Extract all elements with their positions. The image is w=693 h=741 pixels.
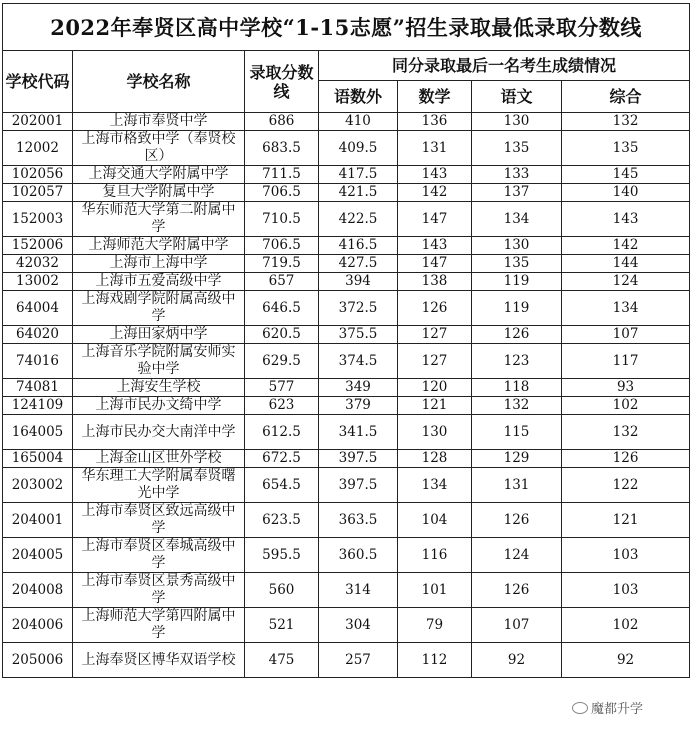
cell-comprehensive: 126 [562,450,690,468]
cell-math: 131 [398,131,472,166]
cell-name: 华东理工大学附属奉贤曙光中学 [73,468,245,503]
cell-comprehensive: 142 [562,237,690,255]
cell-score: 719.5 [245,255,319,273]
cell-chinese: 119 [472,273,562,291]
cell-code: 102057 [3,184,73,202]
cell-yushuwai: 374.5 [319,344,398,379]
cell-yushuwai: 341.5 [319,415,398,450]
cell-comprehensive: 143 [562,202,690,237]
cell-comprehensive: 124 [562,273,690,291]
cell-code: 204008 [3,573,73,608]
cell-code: 64020 [3,326,73,344]
cell-name: 上海师范大学附属中学 [73,237,245,255]
table-row [3,397,690,415]
cell-comprehensive: 93 [562,379,690,397]
cell-comprehensive: 117 [562,344,690,379]
cell-yushuwai: 397.5 [319,468,398,503]
cell-comprehensive: 132 [562,113,690,131]
cell-chinese: 129 [472,450,562,468]
cell-code: 165004 [3,450,73,468]
cell-score: 710.5 [245,202,319,237]
cell-comprehensive: 102 [562,608,690,643]
cell-math: 138 [398,273,472,291]
cell-yushuwai: 257 [319,643,398,678]
cell-name: 上海市民办交大南洋中学 [73,415,245,450]
cell-comprehensive: 134 [562,291,690,326]
table-row [3,166,690,184]
cell-yushuwai: 410 [319,113,398,131]
cell-code: 42032 [3,255,73,273]
cell-comprehensive: 103 [562,573,690,608]
cell-code: 13002 [3,273,73,291]
table-row [3,608,690,643]
cell-score: 560 [245,573,319,608]
cell-chinese: 124 [472,538,562,573]
cell-yushuwai: 349 [319,379,398,397]
cell-comprehensive: 107 [562,326,690,344]
cell-math: 147 [398,202,472,237]
table-row [3,237,690,255]
cell-chinese: 126 [472,326,562,344]
cell-code: 124109 [3,397,73,415]
cell-yushuwai: 304 [319,608,398,643]
cell-score: 683.5 [245,131,319,166]
cell-comprehensive: 140 [562,184,690,202]
cell-math: 120 [398,379,472,397]
cell-score: 595.5 [245,538,319,573]
cell-chinese: 130 [472,113,562,131]
cell-code: 204005 [3,538,73,573]
cell-math: 127 [398,344,472,379]
cell-comprehensive: 121 [562,503,690,538]
cell-math: 134 [398,468,472,503]
header-comprehensive: 综合 [562,81,690,113]
cell-name: 上海安生学校 [73,379,245,397]
cell-score: 706.5 [245,237,319,255]
header-math: 数学 [398,81,472,113]
cell-yushuwai: 409.5 [319,131,398,166]
cell-chinese: 115 [472,415,562,450]
cell-code: 203002 [3,468,73,503]
table-row [3,468,690,503]
cell-score: 654.5 [245,468,319,503]
cell-name: 上海金山区世外学校 [73,450,245,468]
cell-chinese: 137 [472,184,562,202]
table-row [3,131,690,166]
table-row [3,184,690,202]
table-row [3,273,690,291]
table-row [3,113,690,131]
cell-math: 143 [398,237,472,255]
cell-yushuwai: 427.5 [319,255,398,273]
cell-chinese: 119 [472,291,562,326]
cell-chinese: 133 [472,166,562,184]
cell-code: 152003 [3,202,73,237]
cell-name: 上海奉贤区博华双语学校 [73,643,245,678]
cell-score: 629.5 [245,344,319,379]
cell-name: 上海音乐学院附属安师实验中学 [73,344,245,379]
cell-code: 204006 [3,608,73,643]
cell-yushuwai: 417.5 [319,166,398,184]
cell-code: 205006 [3,643,73,678]
cell-yushuwai: 421.5 [319,184,398,202]
header-group: 同分录取最后一名考生成绩情况 [319,51,690,81]
cell-score: 521 [245,608,319,643]
cell-yushuwai: 416.5 [319,237,398,255]
cell-score: 672.5 [245,450,319,468]
cell-comprehensive: 145 [562,166,690,184]
cell-code: 164005 [3,415,73,450]
cell-comprehensive: 144 [562,255,690,273]
table-row [3,538,690,573]
table-row [3,573,690,608]
cell-name: 上海市上海中学 [73,255,245,273]
cell-name: 上海市奉贤中学 [73,113,245,131]
table-row [3,643,690,678]
cell-name: 华东师范大学第二附属中学 [73,202,245,237]
cell-comprehensive: 132 [562,415,690,450]
cell-math: 142 [398,184,472,202]
cell-code: 74081 [3,379,73,397]
cell-chinese: 134 [472,202,562,237]
table-row [3,503,690,538]
wechat-icon [572,702,588,714]
cell-code: 64004 [3,291,73,326]
page-title: 2022年奉贤区高中学校“1-15志愿”招生录取最低录取分数线 [3,4,690,51]
header-code: 学校代码 [3,51,73,113]
cell-comprehensive: 135 [562,131,690,166]
cell-math: 121 [398,397,472,415]
cell-yushuwai: 397.5 [319,450,398,468]
cell-code: 152006 [3,237,73,255]
cell-score: 475 [245,643,319,678]
cell-name: 上海田家炳中学 [73,326,245,344]
cell-math: 101 [398,573,472,608]
cell-code: 202001 [3,113,73,131]
cell-math: 126 [398,291,472,326]
cell-score: 577 [245,379,319,397]
cell-chinese: 123 [472,344,562,379]
cell-math: 128 [398,450,472,468]
header-chinese: 语文 [472,81,562,113]
cell-chinese: 135 [472,131,562,166]
table-row [3,415,690,450]
cell-chinese: 130 [472,237,562,255]
cell-score: 612.5 [245,415,319,450]
cell-name: 上海市奉贤区奉城高级中学 [73,538,245,573]
cell-math: 147 [398,255,472,273]
cell-score: 646.5 [245,291,319,326]
cell-chinese: 126 [472,503,562,538]
cell-comprehensive: 102 [562,397,690,415]
cell-chinese: 107 [472,608,562,643]
cell-chinese: 131 [472,468,562,503]
table-row [3,202,690,237]
admission-score-table [2,3,690,678]
header-name: 学校名称 [73,51,245,113]
cell-score: 657 [245,273,319,291]
table-row [3,291,690,326]
cell-chinese: 92 [472,643,562,678]
cell-code: 204001 [3,503,73,538]
cell-score: 706.5 [245,184,319,202]
table-row [3,450,690,468]
cell-comprehensive: 122 [562,468,690,503]
cell-yushuwai: 372.5 [319,291,398,326]
cell-name: 上海戏剧学院附属高级中学 [73,291,245,326]
cell-yushuwai: 363.5 [319,503,398,538]
cell-score: 623.5 [245,503,319,538]
cell-name: 上海市格致中学（奉贤校区） [73,131,245,166]
cell-code: 74016 [3,344,73,379]
table-row [3,326,690,344]
cell-score: 620.5 [245,326,319,344]
watermark [569,697,646,718]
cell-yushuwai: 375.5 [319,326,398,344]
cell-score: 711.5 [245,166,319,184]
cell-chinese: 126 [472,573,562,608]
cell-yushuwai: 314 [319,573,398,608]
cell-math: 136 [398,113,472,131]
cell-math: 116 [398,538,472,573]
header-score: 录取分数线 [245,51,319,113]
cell-comprehensive: 103 [562,538,690,573]
table-row [3,379,690,397]
cell-name: 上海市民办文绮中学 [73,397,245,415]
cell-chinese: 132 [472,397,562,415]
cell-math: 104 [398,503,472,538]
cell-comprehensive: 92 [562,643,690,678]
cell-chinese: 118 [472,379,562,397]
cell-math: 143 [398,166,472,184]
cell-code: 12002 [3,131,73,166]
table-row [3,255,690,273]
cell-math: 112 [398,643,472,678]
cell-math: 130 [398,415,472,450]
cell-math: 79 [398,608,472,643]
cell-yushuwai: 394 [319,273,398,291]
cell-name: 上海市奉贤区景秀高级中学 [73,573,245,608]
header-yushuwai: 语数外 [319,81,398,113]
cell-math: 127 [398,326,472,344]
cell-yushuwai: 360.5 [319,538,398,573]
cell-name: 上海交通大学附属中学 [73,166,245,184]
cell-yushuwai: 379 [319,397,398,415]
table-row [3,344,690,379]
cell-name: 复旦大学附属中学 [73,184,245,202]
watermark-text: 魔都升学 [591,702,644,717]
cell-score: 623 [245,397,319,415]
cell-score: 686 [245,113,319,131]
cell-chinese: 135 [472,255,562,273]
cell-yushuwai: 422.5 [319,202,398,237]
cell-code: 102056 [3,166,73,184]
cell-name: 上海师范大学第四附属中学 [73,608,245,643]
cell-name: 上海市五爱高级中学 [73,273,245,291]
cell-name: 上海市奉贤区致远高级中学 [73,503,245,538]
